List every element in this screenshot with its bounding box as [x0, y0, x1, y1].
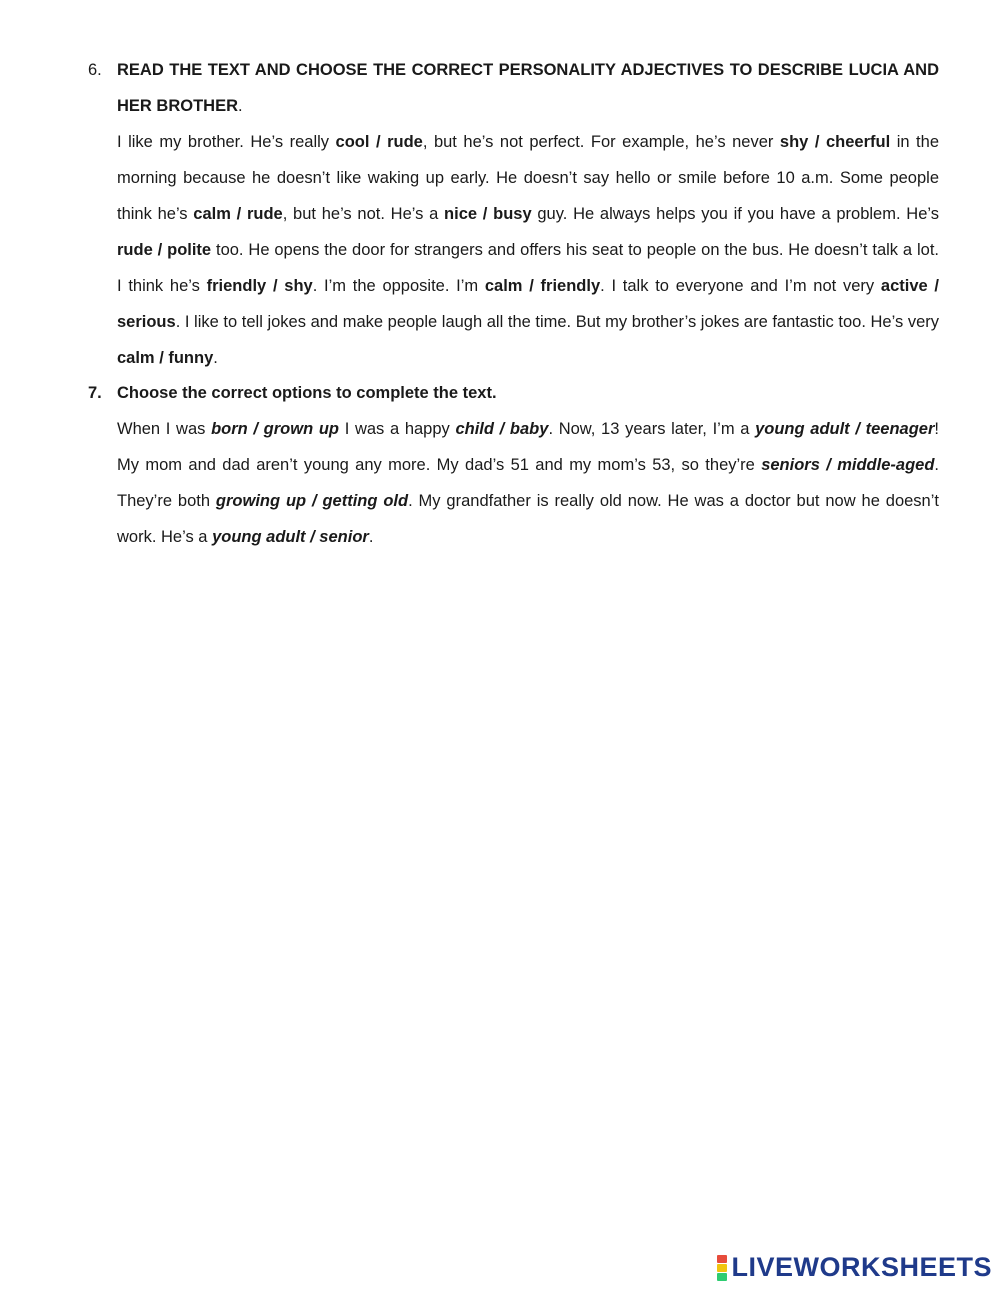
question-6-title-end: .	[238, 97, 243, 115]
question-6-passage	[117, 124, 939, 376]
passage-text: , but he’s not. He’s a	[282, 205, 445, 223]
answer-option[interactable]: calm / rude	[193, 205, 283, 223]
liveworksheets-brand	[717, 1252, 992, 1283]
answer-option[interactable]: young adult / senior	[212, 528, 369, 546]
question-6-title	[117, 52, 939, 124]
answer-option[interactable]: growing up / getting old	[215, 492, 409, 510]
passage-text: . I’m the opposite. I’m	[312, 277, 485, 295]
question-7-number: 7.	[88, 384, 102, 402]
question-7-header	[88, 375, 939, 411]
passage-text: When I was	[117, 420, 212, 438]
brand-text: LIVEWORKSHEETS	[731, 1252, 992, 1282]
answer-option[interactable]: cool / rude	[335, 133, 423, 151]
passage-text: .	[368, 528, 374, 546]
answer-option[interactable]: calm / funny	[117, 349, 214, 367]
passage-text: in the morning because he doesn’t like waking up early. He doesn’t say hello or smile before 10 a.m. Some people think he’s	[117, 133, 939, 223]
passage-text: . I like to tell jokes and make people laugh all the time. But my brother’s jokes are fantastic too. He’s very	[175, 313, 939, 331]
passage-text: . My grandfather is really old now. He was a doctor but now he doesn’t work. He’s a	[117, 492, 939, 546]
question-7	[88, 375, 939, 555]
answer-option[interactable]: young adult / teenager	[755, 420, 935, 438]
passage-text: . They’re both	[117, 456, 939, 510]
passage-text: . I talk to everyone and I’m not very	[600, 277, 881, 295]
liveworksheets-logo-icon	[717, 1255, 727, 1281]
answer-option[interactable]: rude / polite	[117, 241, 212, 259]
passage-text: .	[213, 349, 218, 367]
question-7-title: Choose the correct options to complete the text.	[117, 384, 497, 402]
question-6-header	[88, 52, 939, 124]
passage-text: guy. He always helps you if you have a problem. He’s	[531, 205, 939, 223]
passage-text: , but he’s not perfect. For example, he’s never	[422, 133, 780, 151]
answer-option[interactable]: nice / busy	[444, 205, 532, 223]
answer-option[interactable]: shy / cheerful	[779, 133, 891, 151]
passage-text: I was a happy	[339, 420, 456, 438]
answer-option[interactable]: child / baby	[455, 420, 549, 438]
question-6-number: 6.	[88, 61, 102, 79]
passage-text: too. He opens the door for strangers and offers his seat to people on the bus. He doesn’t talk a lot. I think he’s	[117, 241, 939, 295]
question-7-passage	[117, 411, 939, 555]
logo-block-e	[717, 1273, 727, 1281]
answer-option[interactable]: friendly / shy	[206, 277, 313, 295]
logo-block-v	[717, 1264, 727, 1272]
logo-block-l	[717, 1255, 727, 1263]
passage-text: ! My mom and dad aren’t young any more. My dad’s 51 and my mom’s 53, so they’re	[117, 420, 939, 474]
question-6-title-text: READ THE TEXT AND CHOOSE THE CORRECT PERSONALITY ADJECTIVES TO DESCRIBE LUCIA AND HER BROTHER	[117, 61, 939, 115]
answer-option[interactable]: seniors / middle-aged	[761, 456, 935, 474]
question-6	[88, 52, 939, 376]
answer-option[interactable]: calm / friendly	[484, 277, 601, 295]
answer-option[interactable]: active / serious	[117, 277, 939, 331]
answer-option[interactable]: born / grown up	[211, 420, 340, 438]
passage-text: . Now, 13 years later, I’m a	[548, 420, 756, 438]
passage-text: I like my brother. He’s really	[117, 133, 336, 151]
